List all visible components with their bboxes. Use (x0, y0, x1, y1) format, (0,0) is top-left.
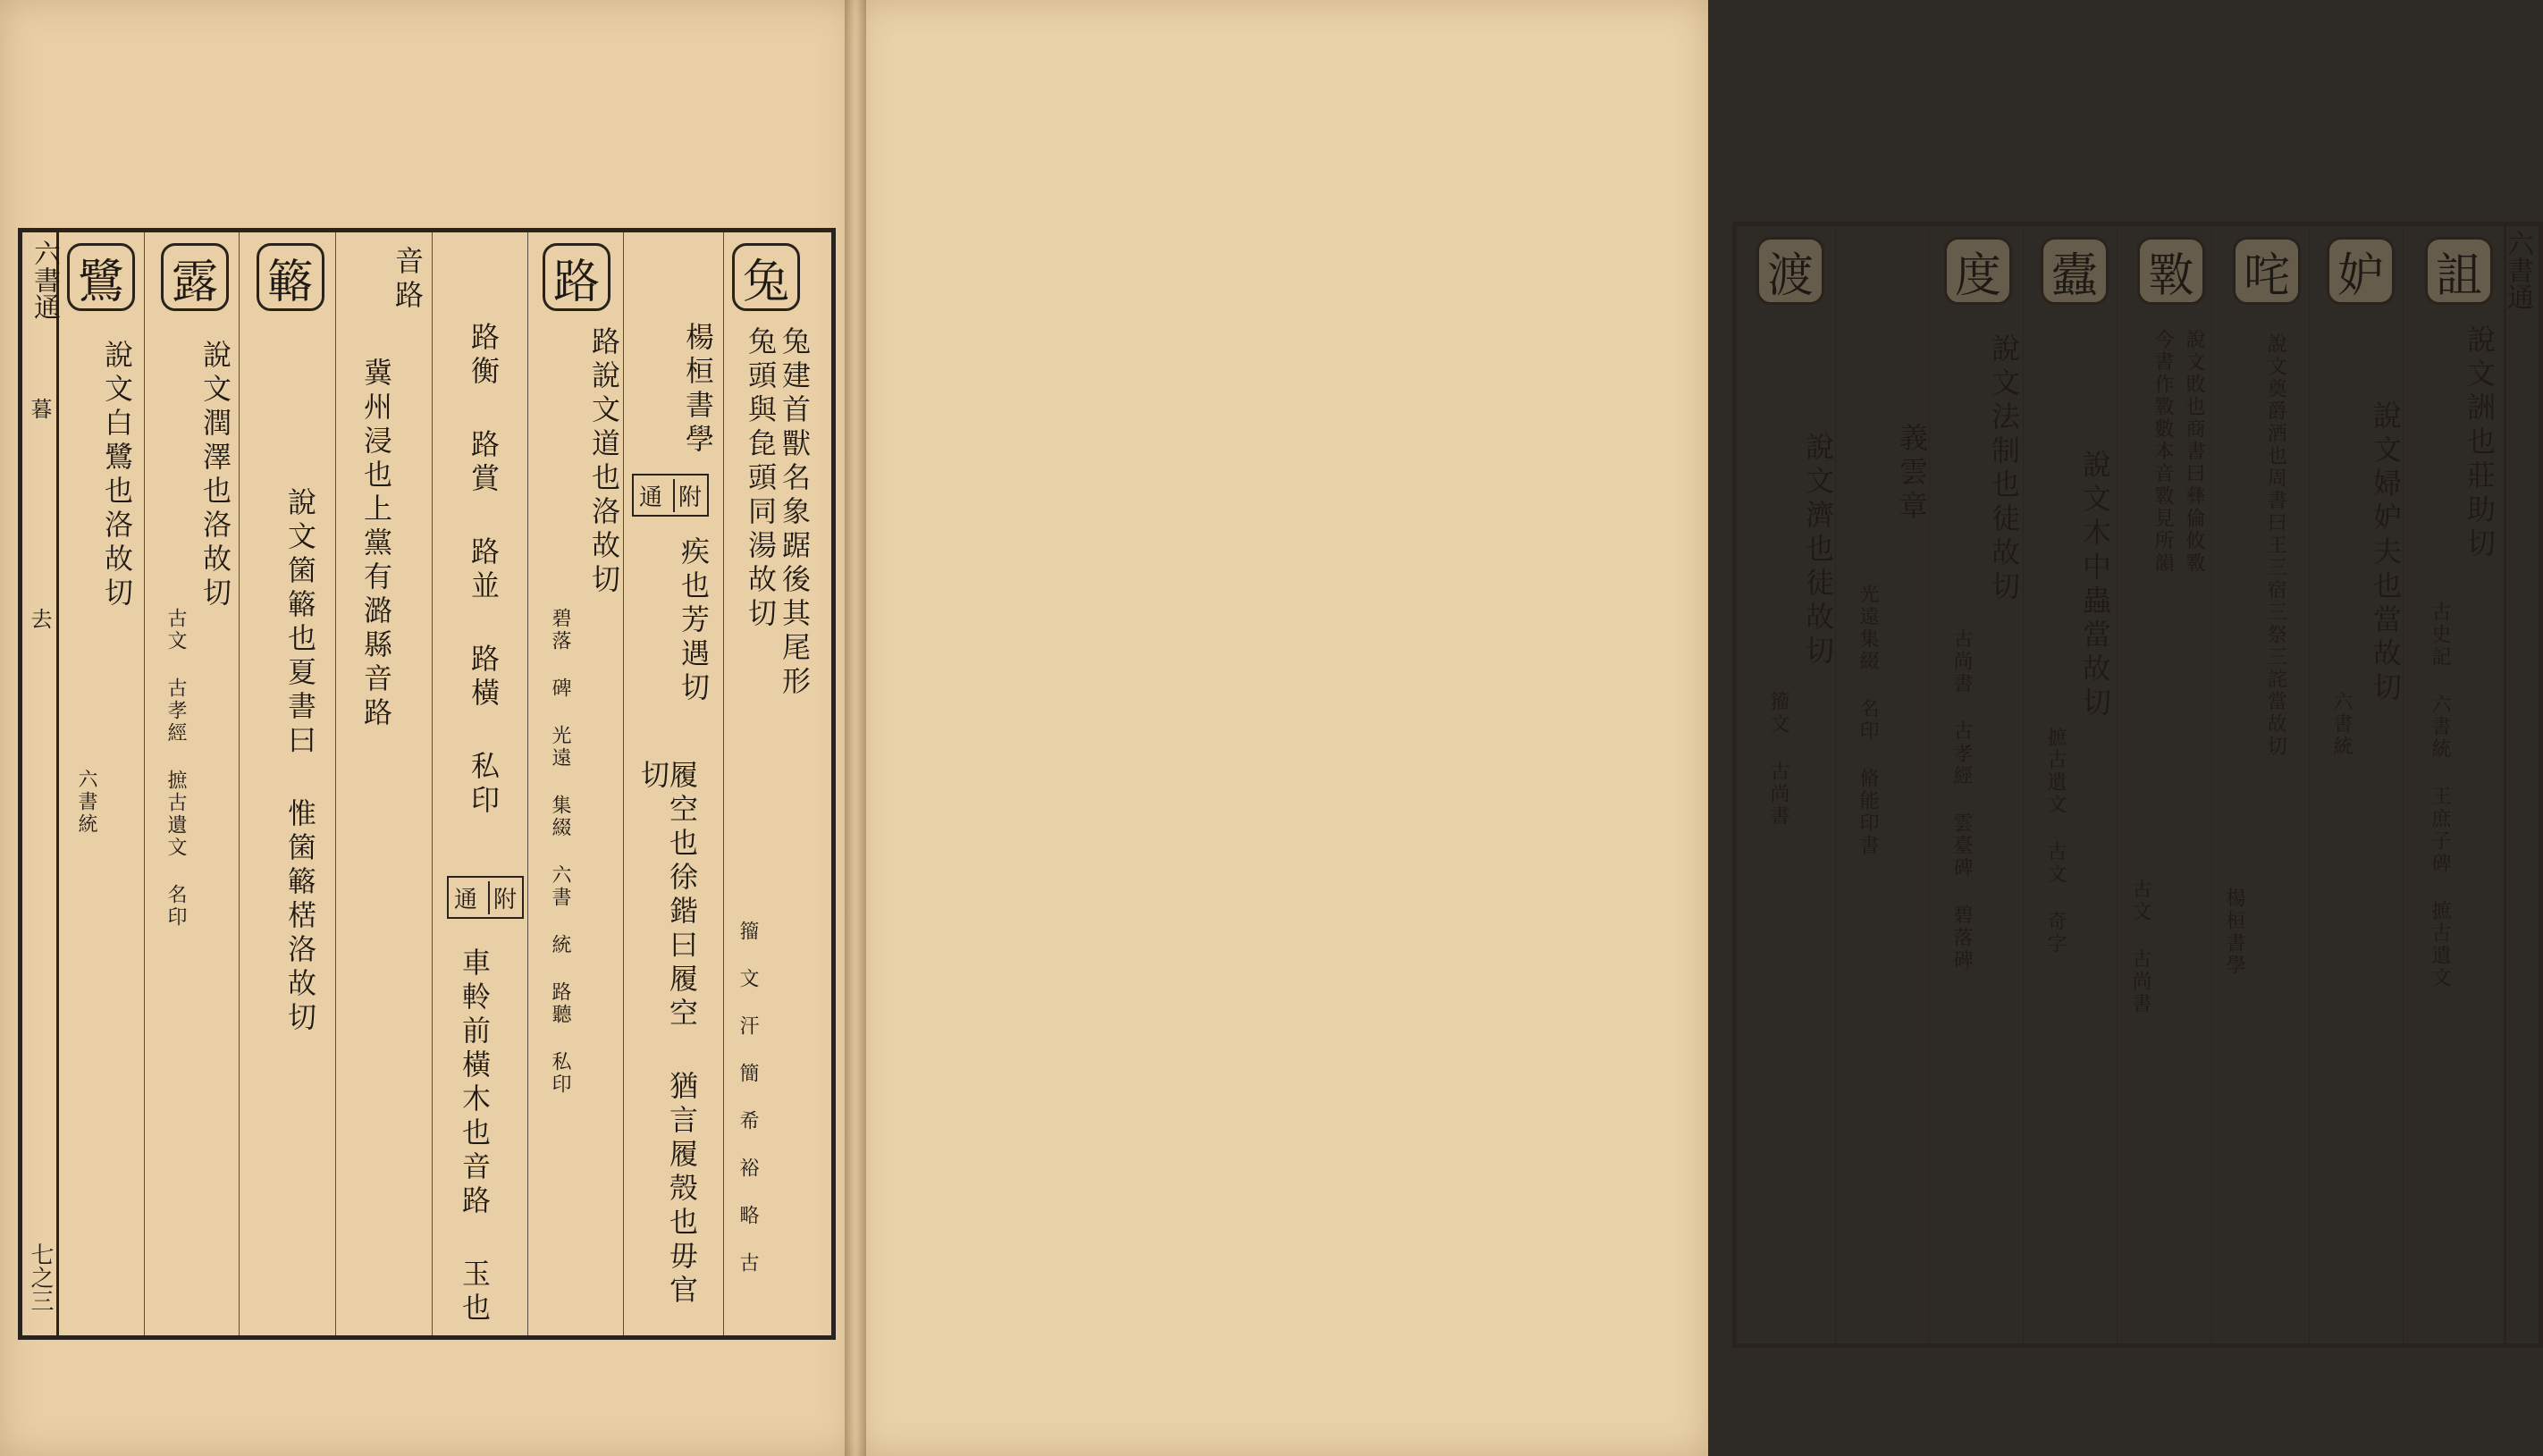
column-rule (2309, 226, 2310, 1343)
column-rule (239, 232, 240, 1335)
entry-sources: 籀 文 汗 簡 希 裕 略 古 (737, 921, 759, 1275)
column-rule (623, 232, 624, 1335)
left-fold-leaf: 去 (27, 608, 52, 629)
left-fold-tone: 暮 (27, 398, 52, 419)
entry-sources: 光遠集綴 名印 脩能印書 (1857, 584, 1879, 857)
entry-text: 音路 (391, 246, 425, 314)
entry-text: 冀州浸也上黨有潞縣音路 (359, 358, 393, 731)
entry-sources: 古文 古孝經 摭古遺文 名印 (164, 608, 187, 929)
tag-label: 通 (453, 886, 477, 913)
column-rule (1835, 226, 1836, 1343)
entry-head-character: 咤 (2233, 237, 2301, 305)
entry-head-character: 蠹 (2041, 237, 2109, 305)
entry-text: 義雲章 (1895, 423, 1929, 525)
tag-label: 附 (673, 479, 702, 512)
column-rule (335, 232, 336, 1335)
entry-sources: 摭古遺文 古文 奇字 (2044, 727, 2067, 955)
entry-text: 疾也芳遇切 (677, 536, 711, 706)
entry-sources: 古文 古尚書 (2129, 879, 2151, 1015)
column-rule (2403, 226, 2404, 1343)
entry-head-character: 斁 (2137, 237, 2205, 305)
entry-text: 說文潤澤也洛故切 (198, 340, 232, 611)
entry-head-character: 路 (543, 243, 610, 311)
column-rule (144, 232, 145, 1335)
left-fold-title: 六書通 (29, 240, 60, 320)
entry-text: 車軨前橫木也音路 玉也 (458, 947, 492, 1326)
right-fold-title: 六書通 (2502, 230, 2533, 310)
entry-head-character: 簵 (257, 243, 324, 311)
right-page (856, 0, 2533, 1456)
entry-sources: 碧落 碑 光遠 集綴 六書 統 路聽 私印 (549, 608, 571, 1096)
entry-text: 路說文道也洛故切 (587, 326, 621, 598)
tag-label: 通 (638, 484, 662, 511)
entry-text: 說文白鷺也洛故切 (100, 340, 134, 611)
entry-head-character: 渡 (1756, 237, 1824, 305)
tag-label: 附 (488, 881, 517, 914)
entry-text: 說文法制也徒故切 (1987, 333, 2021, 605)
entry-head-character: 露 (161, 243, 229, 311)
entry-head-character: 兔 (732, 243, 800, 311)
left-folio: 七之三 (27, 1242, 54, 1312)
column-rule (723, 232, 724, 1335)
entry-head-character: 詛 (2425, 237, 2493, 305)
appendix-tag (632, 474, 709, 517)
entry-head-character: 鷺 (67, 243, 135, 311)
entry-text: 兔頭與㲋頭同湯故切 (744, 326, 778, 632)
left-fold-margin (56, 232, 59, 1335)
entry-text: 說文敗也商書曰彝倫攸斁 (2183, 329, 2205, 575)
entry-text: 說文婦妒夫也當故切 (2369, 400, 2403, 706)
left-printed-frame (18, 228, 836, 1340)
entry-head-character: 妒 (2327, 237, 2395, 305)
entry-sources: 籀文 古尚書 (1767, 691, 1789, 828)
entry-sources: 楊桓書學 (2223, 888, 2245, 977)
entry-text: 說文木中蟲當故切 (2078, 450, 2112, 721)
entry-sources: 古史記 六書統 王庶子碑 摭古遺文 (2429, 602, 2451, 989)
entry-sources: 六書統 (75, 769, 97, 836)
column-rule (527, 232, 528, 1335)
entry-text: 說文詶也莊助切 (2463, 324, 2497, 562)
appendix-tag (447, 876, 524, 919)
entry-head-character: 度 (1944, 237, 2012, 305)
entry-text: 說文箘簵也夏書曰 惟箘簵楛洛故切 (283, 487, 317, 1036)
entry-text: 路衡 路賞 路並 路橫 私印 (467, 322, 501, 819)
entry-text: 說文奠爵酒也周書曰王三宿三祭三詫當故切 (2264, 333, 2287, 758)
column-rule (1929, 226, 1930, 1343)
entry-sources: 古尚書 古孝經 雲臺碑 碧落碑 (1950, 628, 1973, 972)
column-rule (2117, 226, 2118, 1343)
left-page (0, 0, 856, 1456)
column-rule (2023, 226, 2024, 1343)
entry-text: 楊桓書學 (681, 322, 715, 458)
entry-text: 兔建首獸名象踞後其尾形 (778, 326, 812, 700)
column-rule (432, 232, 433, 1335)
entry-text: 履空也徐鍇曰履空 猶言履殼也毋官切 (636, 760, 699, 1309)
entry-sources: 六書統 (2330, 691, 2353, 758)
column-rule (2210, 226, 2211, 1343)
right-printed-frame (1732, 222, 2543, 1348)
right-fold-margin (2504, 226, 2506, 1343)
book-gutter (845, 0, 866, 1456)
entry-text: 今書作斁數本音斁見所韻 (2151, 329, 2174, 575)
entry-text: 說文濟也徒故切 (1801, 432, 1835, 669)
